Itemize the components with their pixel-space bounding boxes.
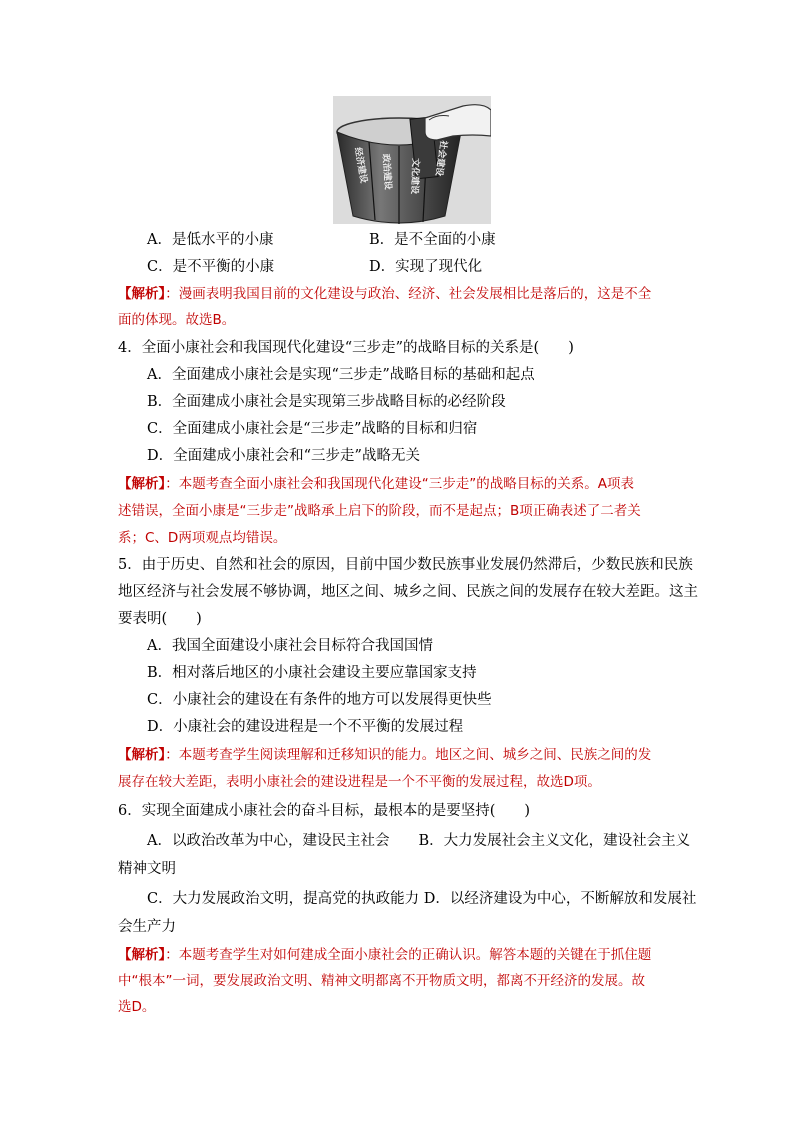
q5-option-b: B．相对落后地区的小康社会建设主要应靠国家支持 [147, 665, 477, 681]
stave-label-culture: 文化建设 [408, 157, 420, 195]
q4-stem: 4．全面小康社会和我国现代化建设“三步走”的战略目标的关系是( ) [118, 340, 574, 356]
q4-option-d: D．全面建成小康社会和“三步走”战略无关 [147, 448, 420, 464]
q5-option-c: C．小康社会的建设在有条件的地方可以发展得更快些 [147, 692, 492, 708]
q4-analysis-line-3: 系；C、D两项观点均错误。 [118, 530, 287, 546]
q6-analysis-line-2: 中“根本”一词，要发展政治文明、精神文明都离不开物质文明，都离不开经济的发展。故 [118, 973, 645, 989]
q6-option-line-2: 精神文明 [118, 861, 176, 877]
q6-option-line-3: C．大力发展政治文明，提高党的执政能力 D．以经济建设为中心，不断解放和发展社 [147, 891, 697, 907]
analysis-tag: 【解析】 [118, 476, 166, 492]
q3-option-c: C．是不平衡的小康 [147, 259, 275, 275]
q4-analysis-line-1 [118, 474, 634, 494]
analysis-tag: 【解析】 [118, 286, 166, 302]
q4-option-c: C．全面建成小康社会是“三步走”战略的目标和归宿 [147, 421, 478, 437]
analysis-text: ：本题考查学生对如何建成全面小康社会的正确认识。解答本题的关键在于抓住题 [165, 947, 652, 963]
q6-stem: 6．实现全面建成小康社会的奋斗目标，最根本的是要坚持( ) [118, 803, 531, 819]
q5-analysis-line-1 [118, 745, 651, 765]
analysis-text: ：本题考查学生阅读理解和迁移知识的能力。地区之间、城乡之间、民族之间的发 [165, 747, 652, 763]
q3-option-b: B．是不全面的小康 [369, 232, 496, 248]
q5-option-d: D．小康社会的建设进程是一个不平衡的发展过程 [147, 719, 464, 735]
analysis-text: ：漫画表明我国目前的文化建设与政治、经济、社会发展相比是落后的，这是不全 [165, 286, 652, 302]
q5-option-a: A．我国全面建设小康社会目标符合我国国情 [147, 638, 433, 654]
stave-label-politics: 政治建设 [380, 153, 393, 191]
q4-option-b: B．全面建成小康社会是实现第三步战略目标的必经阶段 [147, 394, 506, 410]
q6-analysis-line-1 [118, 945, 651, 965]
q3-analysis-line-1 [118, 284, 651, 304]
bucket-cartoon-figure [333, 96, 491, 224]
q5-stem-line-1: 5．由于历史、自然和社会的原因，目前中国少数民族事业发展仍然滞后，少数民族和民族 [118, 557, 693, 573]
q6-option-line-4: 会生产力 [118, 919, 176, 935]
q6-option-line-1: A．以政治改革为中心，建设民主社会 B．大力发展社会主义文化，建设社会主义 [147, 833, 691, 849]
q4-option-a: A．全面建成小康社会是实现“三步走”战略目标的基础和起点 [147, 367, 535, 383]
analysis-tag: 【解析】 [118, 947, 166, 963]
stave-label-society: 社会建设 [433, 139, 448, 177]
q4-analysis-line-2: 述错误，全面小康是“三步走”战略承上启下的阶段，而不是起点；B项正确表述了二者关 [118, 503, 641, 519]
q5-analysis-line-2: 展存在较大差距，表明小康社会的建设进程是一个不平衡的发展过程，故选D项。 [118, 774, 601, 790]
q3-option-a: A．是低水平的小康 [147, 232, 274, 248]
q6-analysis-line-3: 选D。 [118, 999, 156, 1015]
q5-stem-line-3: 要表明( ) [118, 611, 202, 627]
analysis-tag: 【解析】 [118, 747, 166, 763]
q5-stem-line-2: 地区经济与社会发展不够协调，地区之间、城乡之间、民族之间的发展存在较大差距。这主 [118, 584, 698, 600]
stave-label-economy: 经济建设 [352, 146, 369, 184]
q3-analysis-line-2: 面的体现。故选B。 [118, 312, 236, 328]
q3-option-d: D．实现了现代化 [369, 259, 483, 275]
analysis-text: ：本题考查全面小康社会和我国现代化建设“三步走”的战略目标的关系。A项表 [165, 476, 634, 492]
